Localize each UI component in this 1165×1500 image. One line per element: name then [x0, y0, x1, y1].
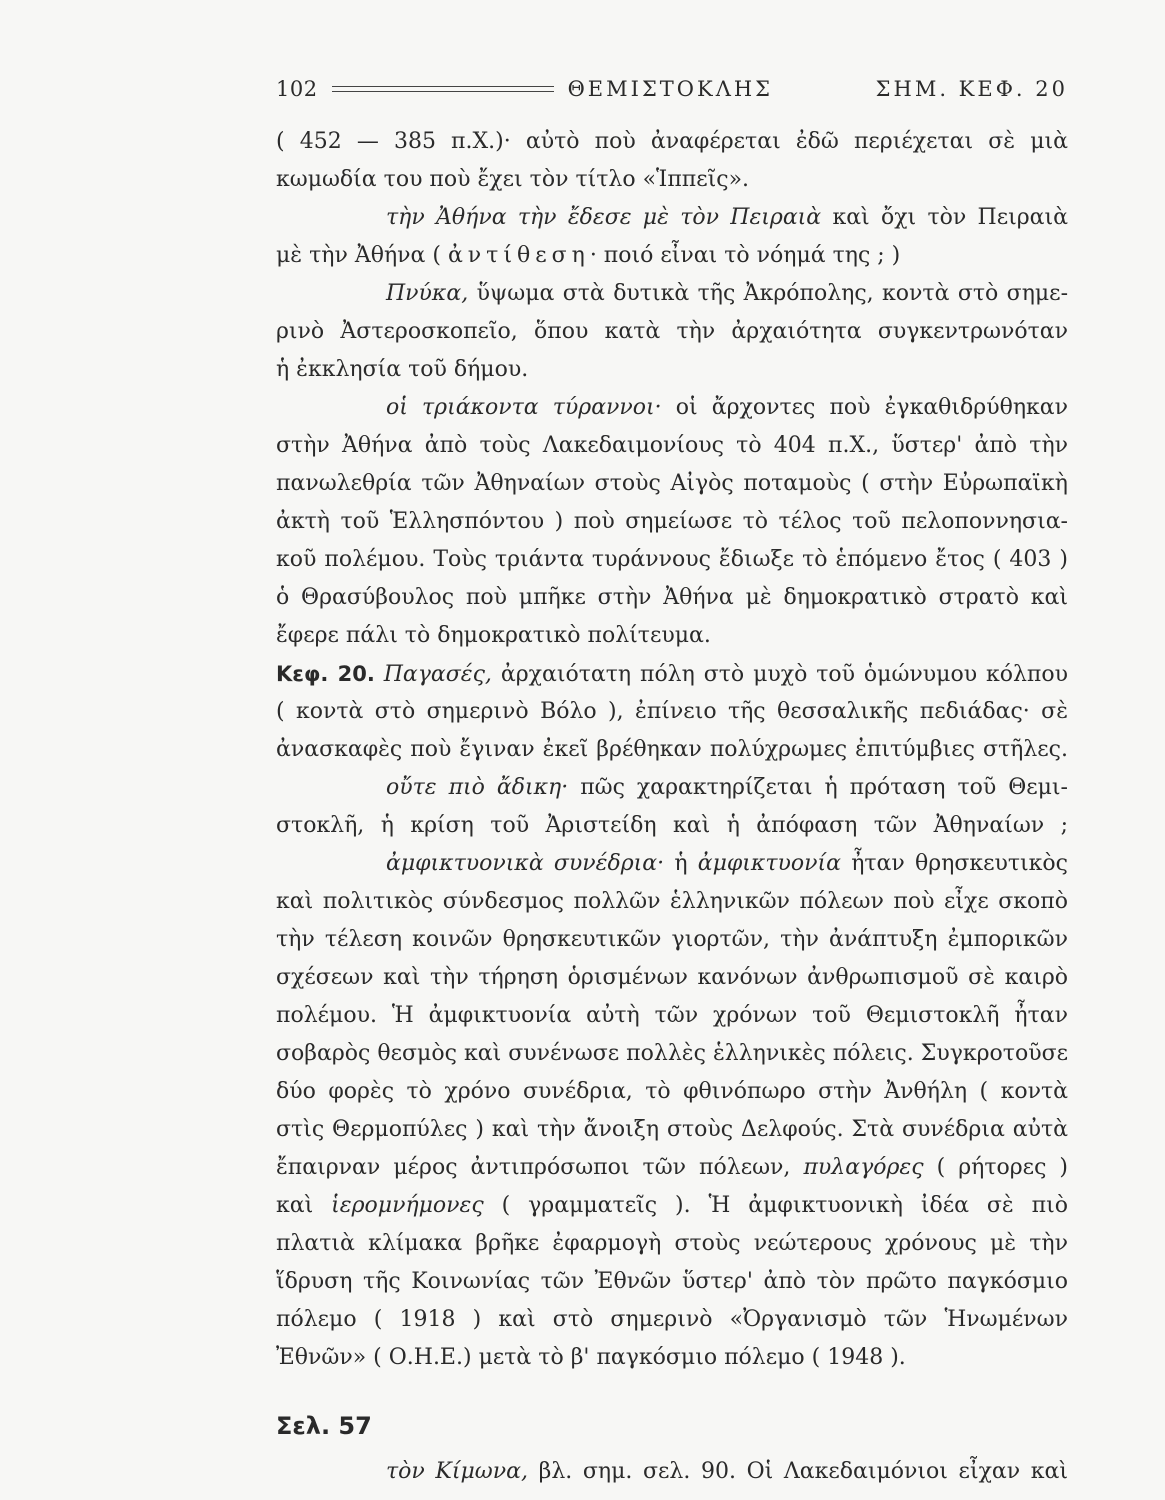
note-athena-peiraias: τὴν Ἀθήνα τὴν ἔδεσε μὲ τὸν Πειραιὰ καὶ ὄχι τὸν Πειραιὰ: [386, 205, 1069, 230]
spaced-term: ἀντίθεση: [447, 243, 590, 268]
header-double-rule: [332, 86, 554, 92]
lemma: πυλαγόρες: [803, 1155, 924, 1180]
text-line-4: μὲ τὴν Ἀθήνα ( ἀντίθεση· ποιό εἶναι τὸ νόημά της ; ): [276, 243, 901, 268]
running-header: [276, 72, 1068, 106]
lemma: οὔτε πιὸ ἄδικη·: [386, 775, 569, 800]
text-line-24: πολέμου. Ἡ ἀμφικτυονία αὐτὴ τῶν χρόνων τοῦ Θεμιστοκλῆ ἦταν: [276, 1003, 1068, 1028]
note-kimon: τὸν Κίμωνα, βλ. σημ. σελ. 90. Οἱ Λακεδαιμόνιοι εἶχαν καὶ: [386, 1459, 1069, 1484]
text-line-22: τὴν τέλεση κοινῶν θρησκευτικῶν γιορτῶν, τὴν ἀνάπτυξη ἐμπορικῶν: [276, 927, 1068, 952]
text-line-7: ἡ ἐκκλησία τοῦ δήμου.: [276, 357, 529, 382]
text-line-19: στοκλῆ, ἡ κρίση τοῦ Ἀριστείδη καὶ ἡ ἀπόφαση τῶν Ἀθηναίων ;: [276, 813, 1068, 838]
lemma: Πνύκα,: [386, 281, 469, 306]
note-amphictyonic-councils: ἀμφικτυονικὰ συνέδρια· ἡ ἀμφικτυονία ἦταν θρησκευτικὸς: [386, 851, 1068, 876]
chapter-reference: ΣΗΜ. ΚΕΦ. 20: [875, 77, 1068, 101]
text-line-23: σχέσεων καὶ τὴν τήρηση ὁρισμένων κανόνων ἀνθρωπισμοῦ σὲ καιρὸ: [276, 965, 1068, 990]
text-line-1: ( 452 — 385 π.Χ.)· αὐτὸ ποὺ ἀναφέρεται ἐδῶ περιέχεται σὲ μιὰ: [276, 129, 1068, 154]
lemma: ἱερομνήμονες: [331, 1193, 484, 1218]
text-line-33: Ἐθνῶν» ( Ο.Η.Ε.) μετὰ τὸ β' παγκόσμιο πόλεμο ( 1948 ).: [276, 1345, 906, 1370]
lemma: τὴν Ἀθήνα τὴν ἔδεσε μὲ τὸν Πειραιὰ: [386, 205, 822, 230]
lemma: ἀμφικτυονία: [697, 851, 841, 876]
text-line-11: ἀκτὴ τοῦ Ἑλλησπόντου ) ποὺ σημείωσε τὸ τέλος τοῦ πελοποννησια-: [276, 509, 1068, 534]
text-line-17: ἀνασκαφὲς ποὺ ἔγιναν ἐκεῖ βρέθηκαν πολύχρωμες ἐπιτύμβιες στῆλες.: [276, 737, 1068, 762]
text-line-2: κωμωδία του ποὺ ἔχει τὸν τίτλο «Ἱππεῖς».: [276, 167, 750, 192]
text-line-26: δύο φορὲς τὸ χρόνο συνέδρια, τὸ φθινόπωρο στὴν Ἀνθήλη ( κοντὰ: [276, 1079, 1068, 1104]
text-line-28: ἔπαιρναν μέρος ἀντιπρόσωποι τῶν πόλεων, πυλαγόρες ( ρήτορες ): [276, 1155, 1069, 1180]
text-line-32: πόλεμο ( 1918 ) καὶ στὸ σημερινὸ «Ὀργανισμὸ τῶν Ἡνωμένων: [276, 1307, 1068, 1332]
note-chapter-20-pagases: Κεφ. 20. Παγασές, ἀρχαιότατη πόλη στὸ μυχὸ τοῦ ὁμώνυμου κόλπου: [276, 662, 1069, 687]
text-line-21: καὶ πολιτικὸς σύνδεσμος πολλῶν ἑλληνικῶν πόλεων ποὺ εἶχε σκοπὸ: [276, 889, 1068, 914]
lemma: ἀμφικτυονικὰ συνέδρια·: [386, 851, 665, 876]
note-oute-pio-adiki: οὔτε πιὸ ἄδικη· πῶς χαρακτηρίζεται ἡ πρόταση τοῦ Θεμι-: [386, 775, 1068, 800]
section-heading-page-57: Σελ. 57: [276, 1412, 372, 1440]
text-line-29: καὶ ἱερομνήμονες ( γραμματεῖς ). Ἡ ἀμφικτυονικὴ ἰδέα σὲ πιὸ: [276, 1193, 1068, 1218]
text-line-12: κοῦ πολέμου. Τοὺς τριάντα τυράννους ἔδιωξε τὸ ἑπόμενο ἔτος ( 403 ): [276, 547, 1068, 572]
text-line-10: πανωλεθρία τῶν Ἀθηναίων στοὺς Αἰγὸς ποταμοὺς ( στὴν Εὐρωπαϊκὴ: [276, 471, 1068, 496]
page-number: 102: [276, 77, 318, 101]
running-title: ΘΕΜΙΣΤΟΚΛΗΣ: [567, 77, 774, 101]
lemma: οἱ τριάκοντα τύραννοι·: [386, 395, 662, 420]
text-line-16: ( κοντὰ στὸ σημερινὸ Βόλο ), ἐπίνειο τῆς θεσσαλικῆς πεδιάδας· σὲ: [276, 699, 1068, 724]
lemma: Παγασές,: [383, 662, 492, 687]
text-line-13: ὁ Θρασύβουλος ποὺ μπῆκε στὴν Ἀθήνα μὲ δημοκρατικὸ στρατὸ καὶ: [276, 585, 1068, 610]
text-line-6: ρινὸ Ἀστεροσκοπεῖο, ὅπου κατὰ τὴν ἀρχαιότητα συγκεντρωνόταν: [276, 319, 1068, 344]
text-line-27: στὶς Θερμοπύλες ) καὶ τὴν ἄνοιξη στοὺς Δελφούς. Στὰ συνέδρια αὐτὰ: [276, 1117, 1068, 1142]
text-line-25: σοβαρὸς θεσμὸς καὶ συνένωσε πολλὲς ἑλληνικὲς πόλεις. Συγκροτοῦσε: [276, 1041, 1068, 1066]
text-line-30: πλατιὰ κλίμακα βρῆκε ἐφαρμογὴ στοὺς νεώτερους χρόνους μὲ τὴν: [276, 1231, 1068, 1256]
text-line-9: στὴν Ἀθήνα ἀπὸ τοὺς Λακεδαιμονίους τὸ 404 π.Χ., ὕστερ' ἀπὸ τὴν: [276, 433, 1068, 458]
text-line-14: ἔφερε πάλι τὸ δημοκρατικὸ πολίτευμα.: [276, 623, 711, 648]
chapter-label: Κεφ. 20.: [276, 662, 375, 686]
lemma: τὸν Κίμωνα,: [386, 1459, 528, 1484]
note-thirty-tyrants: οἱ τριάκοντα τύραννοι· οἱ ἄρχοντες ποὺ ἐγκαθιδρύθηκαν: [386, 395, 1069, 420]
text-line-31: ἵδρυση τῆς Κοινωνίας τῶν Ἐθνῶν ὕστερ' ἀπὸ τὸν πρῶτο παγκόσμιο: [276, 1269, 1068, 1294]
note-pnyka: Πνύκα, ὕψωμα στὰ δυτικὰ τῆς Ἀκρόπολης, κοντὰ στὸ σημε-: [386, 281, 1068, 306]
